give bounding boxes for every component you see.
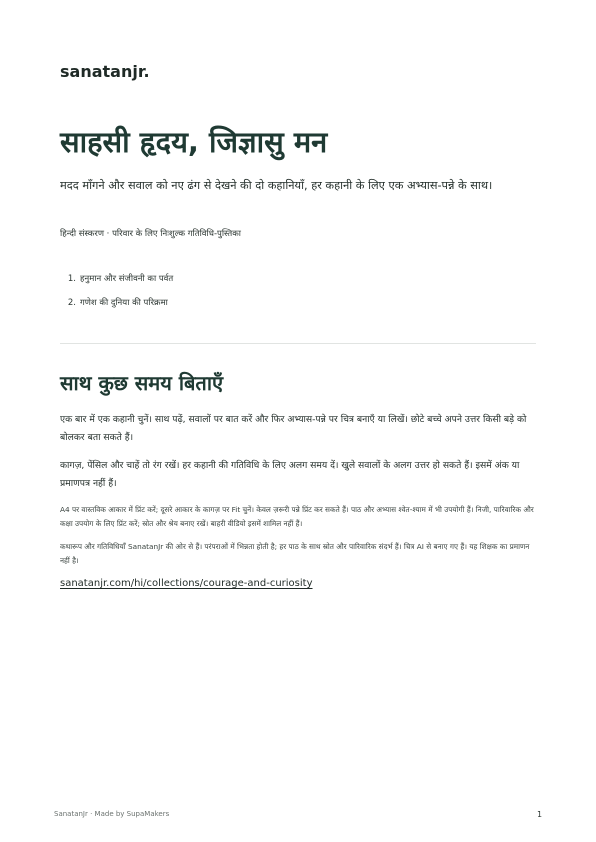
instructions-paragraph-2: कागज़, पेंसिल और चाहें तो रंग रखें। हर कहानी की गतिविधि के लिए अलग समय दें। खुले सवालों के अलग उत्तर हो सकते हैं। इसमें अंक या प्रमाणपत्र नहीं हैं। bbox=[60, 460, 520, 489]
toc-item[interactable] bbox=[60, 271, 173, 295]
table-of-contents bbox=[60, 271, 173, 319]
footer-credit: SanatanJr · Made by SupaMakers bbox=[54, 810, 170, 818]
collection-link[interactable]: sanatanjr.com/hi/collections/courage-and-curiosity bbox=[60, 578, 313, 589]
section-divider bbox=[60, 343, 536, 344]
brand-logo-text[interactable]: sanatanjr. bbox=[60, 62, 150, 81]
toc-item-label: हनुमान और संजीवनी का पर्वत bbox=[80, 274, 174, 284]
toc-item-number: 2. bbox=[67, 298, 76, 308]
toc-item-number: 1. bbox=[67, 274, 76, 284]
print-note-paragraph: A4 पर वास्तविक आकार में प्रिंट करें; दूसरे आकार के कागज़ पर Fit चुनें। केवल ज़रूरी पन्ने प्रिंट कर सकते हैं। पाठ और अभ्यास श्वेत-श्याम में भी उपयोगी हैं। निजी, पारिवारिक और कक्षा उपयोग के लिए प्रिंट करें; स्रोत और श्रेय बनाए रखें। बाहरी वीडियो इसमें शामिल नहीं हैं। bbox=[60, 505, 534, 528]
edition-note: हिन्दी संस्करण · परिवार के लिए निःशुल्क गतिविधि-पुस्तिका bbox=[60, 229, 241, 239]
toc-item-label: गणेश की दुनिया की परिक्रमा bbox=[80, 298, 168, 308]
instructions-paragraph-1: एक बार में एक कहानी चुनें। साथ पढ़ें, सवालों पर बात करें और फिर अभ्यास-पन्ने पर चित्र बनाएँ या लिखें। छोटे बच्चे अपने उत्तर किसी बड़े को बोलकर बता सकते हैं। bbox=[60, 414, 527, 443]
credits-paragraph: कथारूप और गतिविधियाँ SanatanJr की ओर से हैं। परंपराओं में भिन्नता होती है; हर पाठ के साथ स्रोत और पारिवारिक संदर्भ हैं। चित्र AI से बनाए गए हैं। यह शिक्षक का प्रमाणन नहीं है। bbox=[60, 542, 530, 565]
toc-item[interactable] bbox=[60, 295, 173, 319]
page-number: 1 bbox=[537, 810, 543, 819]
section-heading: साथ कुछ समय बिताएँ bbox=[60, 371, 224, 395]
page-subtitle: मदद माँगने और सवाल को नए ढंग से देखने की दो कहानियाँ, हर कहानी के लिए एक अभ्यास-पन्ने के साथ। bbox=[60, 179, 493, 192]
page-title: साहसी हृदय, जिज्ञासु मन bbox=[60, 125, 328, 159]
